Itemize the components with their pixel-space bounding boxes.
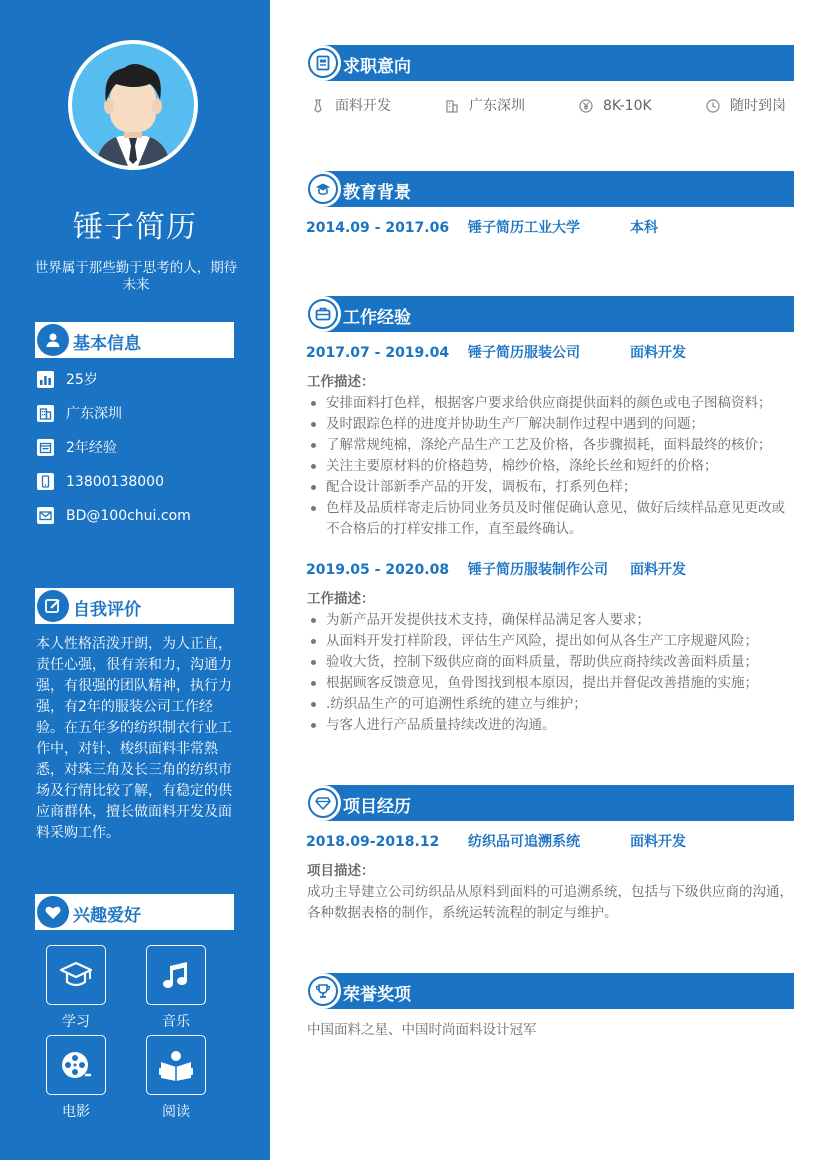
trophy-icon [315, 983, 331, 999]
hobby-music: 音乐 [146, 945, 206, 1031]
project-role: 面料开发 [630, 834, 686, 850]
list-item: 配合设计部新季产品的开发，调板布，打系列色样； [307, 477, 794, 498]
hobbies-heading [35, 894, 234, 930]
film-reel-icon [59, 1048, 93, 1082]
briefcase-icon [315, 306, 331, 322]
yen-coin-icon [579, 99, 593, 113]
job-1-desc-label: 工作描述： [307, 374, 375, 390]
user-icon [37, 324, 69, 356]
heart-icon [37, 896, 69, 928]
list-item: 了解常规纯棉，涤纶产品生产工艺及价格，各步骤损耗，面料最终的核价； [307, 435, 794, 456]
list-item: .纺织品生产的可追溯性系统的建立与维护； [307, 694, 794, 715]
graduation-cap-icon [59, 958, 93, 992]
hobby-movie: 电影 [46, 1035, 106, 1121]
list-item: 及时跟踪色样的进度并协助生产厂解决制作过程中遇到的问题； [307, 414, 794, 435]
sidebar: 锤子简历 世界属于那些勤于思考的人，期待未来 基本信息 25岁 广东深圳 2年经验 13800138000 BD@100chui.com 自我评价 本人性格活泼开朗，为人正直，责任心强，很有亲和力，沟通力强，有很强的团队精神，执行力强，有2年的服装公司工作经验。在五年多的纺织制衣行业工作中，对针、梭织面料非常熟悉，对珠三角及长三角的纺织市场及行情比较了解，有稳定的供应商群体，擅长做面料开发及面料采购工作。 兴趣爱好 学习 音乐 电影 阅读 [0, 0, 270, 1160]
self-eval-heading [35, 588, 234, 624]
hobbies-title: 兴趣爱好 [73, 906, 141, 926]
education-school: 锤子简历工业大学 [468, 220, 580, 236]
list-item: 为新产品开发提供技术支持，确保样品满足客人要求； [307, 610, 794, 631]
reading-icon [159, 1048, 193, 1082]
clock-icon [706, 99, 720, 113]
job-2-period: 2019.05 - 2020.08 [306, 562, 450, 578]
education-period: 2014.09 - 2017.06 [306, 220, 450, 236]
honors-text: 中国面料之星、中国时尚面料设计冠军 [307, 1022, 537, 1038]
list-item: 与客人进行产品质量持续改进的沟通。 [307, 715, 794, 736]
job-2-role: 面料开发 [630, 562, 686, 578]
job-2-company: 锤子简历服装制作公司 [468, 562, 608, 578]
job-1-company: 锤子简历服装公司 [468, 345, 580, 361]
diamond-icon [315, 795, 331, 811]
profile-name: 锤子简历 [73, 210, 197, 245]
self-eval-text: 本人性格活泼开朗，为人正直，责任心强，很有亲和力，沟通力强，有很强的团队精神，执行力强，有2年的服装公司工作经验。在五年多的纺织制衣行业工作中，对针、梭织面料非常熟悉，对珠三角及长三角的纺织市场及行情比较了解，有稳定的供应商群体，擅长做面料开发及面料采购工作。 [36, 636, 232, 841]
list-item: 关注主要原材料的价格趋势，棉纱价格，涤纶长丝和短纤的价格； [307, 456, 794, 477]
project-period: 2018.09-2018.12 [306, 834, 440, 850]
job-1-period: 2017.07 - 2019.04 [306, 345, 450, 361]
age-chart-icon [37, 371, 54, 388]
job-2-desc-label: 工作描述： [307, 591, 375, 607]
location-building-icon [37, 405, 54, 422]
document-icon [315, 55, 331, 71]
edit-icon [37, 590, 69, 622]
list-item: 从面料开发打样阶段，评估生产风险，提出如何从各生产工序规避风险； [307, 631, 794, 652]
job-1-role: 面料开发 [630, 345, 686, 361]
list-item: 安排面料打色样，根据客户要求给供应商提供面料的颜色或电子图稿资料； [307, 393, 794, 414]
project-desc: 成功主导建立公司纺织品从原料到面料的可追溯系统，包括与下级供应商的沟通，各种数据表格的制作，系统运转流程的制定与维护。 [307, 884, 793, 921]
education-degree: 本科 [630, 220, 658, 236]
project-section-heading: 项目经历 [305, 785, 794, 821]
hobby-reading: 阅读 [146, 1035, 206, 1121]
work-section-heading: 工作经验 [305, 296, 794, 332]
list-item: 色样及品质样寄走后协同业务员及时催促确认意见，做好后续样品意见更改或不合格后的打样安排工作，直至最终确认。 [307, 498, 794, 540]
profile-motto: 世界属于那些勤于思考的人，期待未来 [34, 260, 238, 293]
music-note-icon [159, 958, 193, 992]
experience-calendar-icon [37, 439, 54, 456]
building-icon [445, 99, 459, 113]
list-item: 验收大货，控制下级供应商的面料质量，帮助供应商持续改善面料质量； [307, 652, 794, 673]
education-section-heading: 教育背景 [305, 171, 794, 207]
list-item: 根据顾客反馈意见，鱼骨图找到根本原因，提出并督促改善措施的实施； [307, 673, 794, 694]
project-name: 纺织品可追溯系统 [468, 834, 580, 850]
project-desc-label: 项目描述： [307, 863, 375, 879]
job-2-bullets [307, 610, 794, 736]
basic-info-title: 基本信息 [73, 334, 141, 354]
person-avatar-icon [72, 44, 194, 166]
phone-icon [37, 473, 54, 490]
hobby-study: 学习 [46, 945, 106, 1031]
intent-section-heading: 求职意向 [305, 45, 794, 81]
job-1-bullets [307, 393, 794, 540]
honors-section-heading: 荣誉奖项 [305, 973, 794, 1009]
avatar [68, 40, 198, 170]
tie-icon [311, 99, 325, 113]
email-icon [37, 507, 54, 524]
self-eval-title: 自我评价 [73, 600, 141, 620]
basic-info-heading [35, 322, 234, 358]
graduation-cap-icon [315, 181, 331, 197]
